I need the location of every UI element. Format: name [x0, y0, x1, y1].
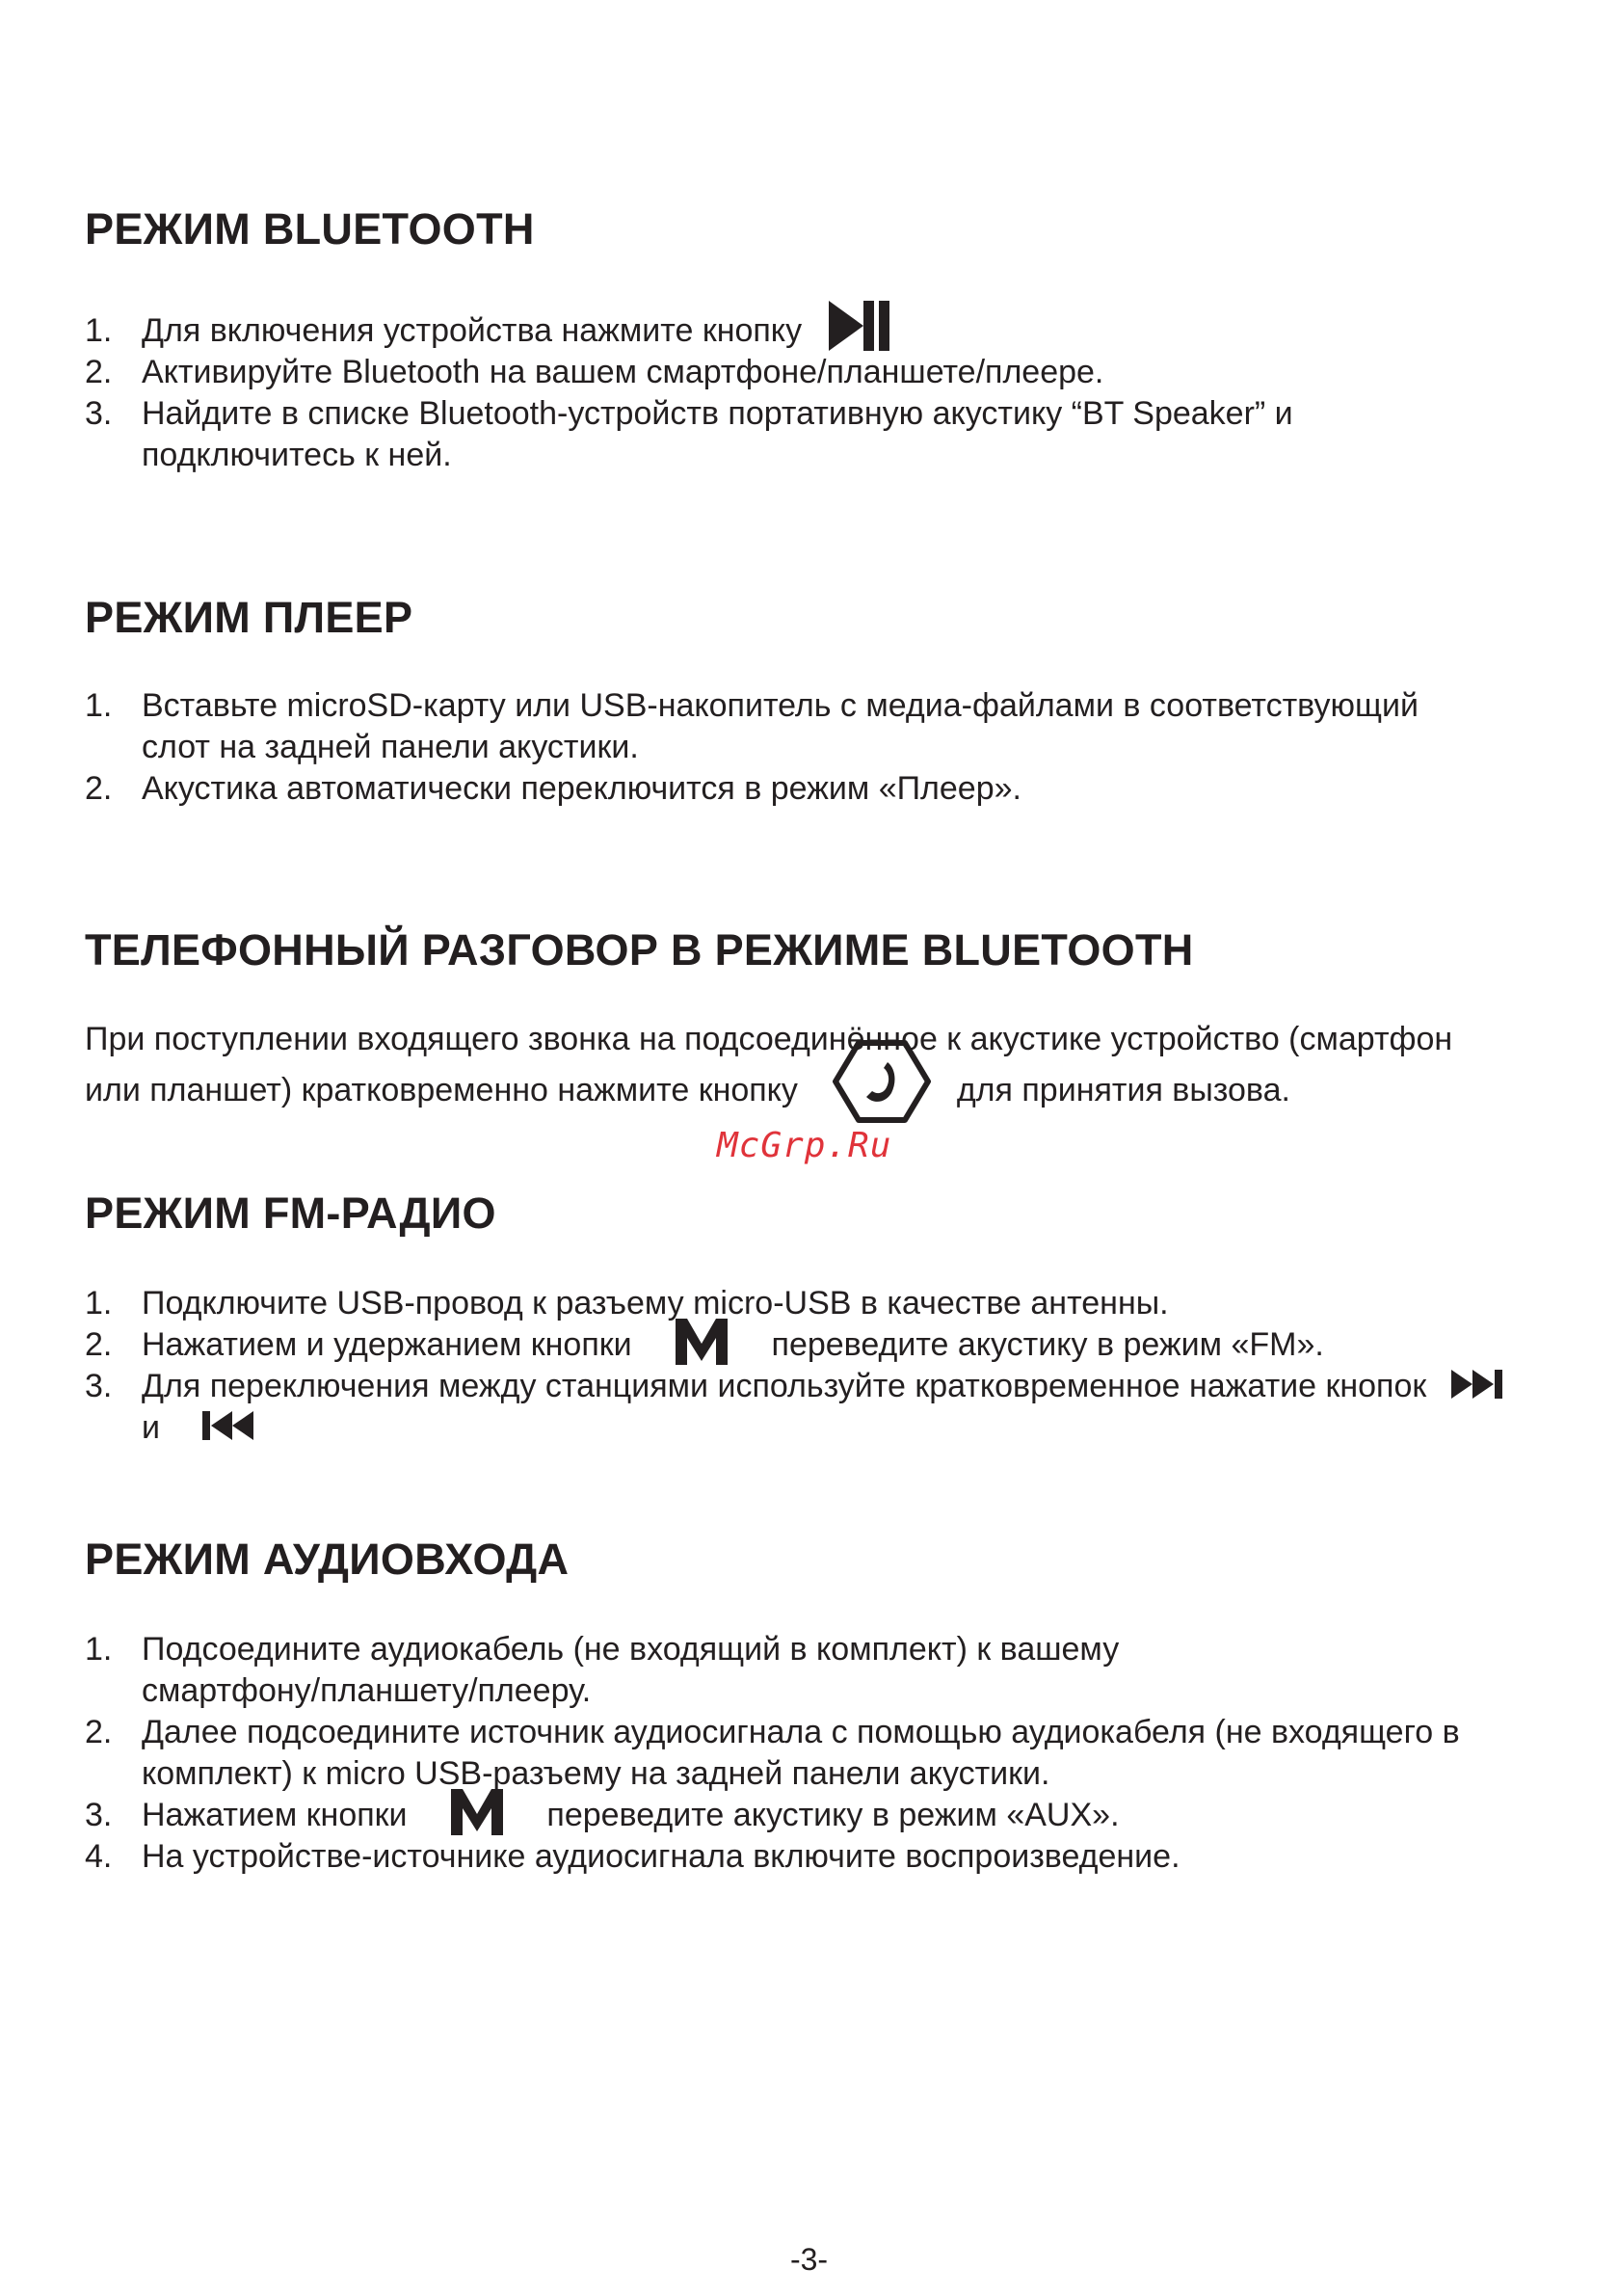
list-item	[142, 1795, 1120, 1837]
list-item: Подключите USB-провод к разъему micro-USB в качестве антенны.	[142, 1285, 1169, 1322]
list-item-text: Для включения устройства нажмите кнопку	[142, 312, 803, 349]
paragraph-line	[85, 1060, 1290, 1124]
paragraph-text: или планшет) кратковременно нажмите кнопку	[85, 1071, 798, 1108]
list-item-continuation: смартфону/планшету/плееру.	[142, 1672, 592, 1709]
list-number: 3.	[85, 1797, 113, 1833]
heading-fm-radio-mode: РЕЖИМ FM-РАДИО	[85, 1188, 496, 1238]
mode-m-icon	[449, 1787, 505, 1837]
phone-call-icon	[832, 1039, 932, 1124]
list-item-text: Для переключения между станциями используйте кратковременное нажатие кнопок	[142, 1368, 1427, 1404]
paragraph-line: При поступлении входящего звонка на подсоединённое к акустике устройство (смартфон	[85, 1021, 1453, 1057]
list-number: 2.	[85, 1326, 113, 1363]
list-number: 1.	[85, 312, 113, 349]
list-number: 3.	[85, 1368, 113, 1404]
heading-phone-call: ТЕЛЕФОННЫЙ РАЗГОВОР В РЕЖИМЕ BLUETOOTH	[85, 925, 1194, 974]
list-number: 2.	[85, 770, 113, 807]
heading-aux-mode: РЕЖИМ АУДИОВХОДА	[85, 1535, 570, 1584]
list-number: 2.	[85, 1714, 113, 1750]
list-number: 1.	[85, 1285, 113, 1322]
list-item: На устройстве-источнике аудиосигнала включите воспроизведение.	[142, 1838, 1180, 1875]
mode-m-icon	[674, 1317, 729, 1367]
list-item: Далее подсоедините источник аудиосигнала с помощью аудиокабеля (не входящего в	[142, 1714, 1460, 1750]
list-item	[142, 1366, 1505, 1407]
page-number: -3-	[789, 2242, 829, 2277]
list-number: 2.	[85, 354, 113, 390]
play-pause-icon	[825, 297, 892, 355]
list-item-text: Нажатием кнопки	[142, 1797, 408, 1833]
list-item-continuation: комплект) к micro USB-разъему на задней панели акустики.	[142, 1755, 1050, 1792]
list-item: Вставьте microSD-карту или USB-накопитель с медиа-файлами в соответствующий	[142, 687, 1419, 724]
heading-player-mode: РЕЖИМ ПЛЕЕР	[85, 593, 413, 642]
list-item-continuation	[142, 1407, 255, 1449]
list-item-text: и	[142, 1409, 160, 1446]
list-item	[142, 1324, 1324, 1367]
list-item-text: переведите акустику в режим «FM».	[771, 1326, 1324, 1363]
list-item-text: переведите акустику в режим «AUX».	[546, 1797, 1120, 1833]
list-item-continuation: слот на задней панели акустики.	[142, 729, 639, 765]
list-item: Найдите в списке Bluetooth-устройств портативную акустику “BT Speaker” и	[142, 395, 1293, 432]
list-number: 1.	[85, 687, 113, 724]
list-item-continuation: подключитесь к ней.	[142, 437, 452, 473]
list-number: 3.	[85, 395, 113, 432]
paragraph-text: для принятия вызова.	[956, 1071, 1290, 1108]
list-number: 4.	[85, 1838, 113, 1875]
list-item	[142, 310, 892, 355]
next-track-icon	[1449, 1368, 1505, 1401]
previous-track-icon	[199, 1409, 255, 1442]
list-item: Акустика автоматически переключится в режим «Плеер».	[142, 770, 1021, 807]
list-item-text: Нажатием и удержанием кнопки	[142, 1326, 632, 1363]
watermark: McGrp.Ru	[717, 1126, 892, 1165]
list-number: 1.	[85, 1631, 113, 1668]
list-item: Подсоедините аудиокабель (не входящий в комплект) к вашему	[142, 1631, 1120, 1668]
list-item: Активируйте Bluetooth на вашем смартфоне/планшете/плеере.	[142, 354, 1104, 390]
heading-bluetooth-mode: РЕЖИМ BLUETOOTH	[85, 204, 535, 254]
